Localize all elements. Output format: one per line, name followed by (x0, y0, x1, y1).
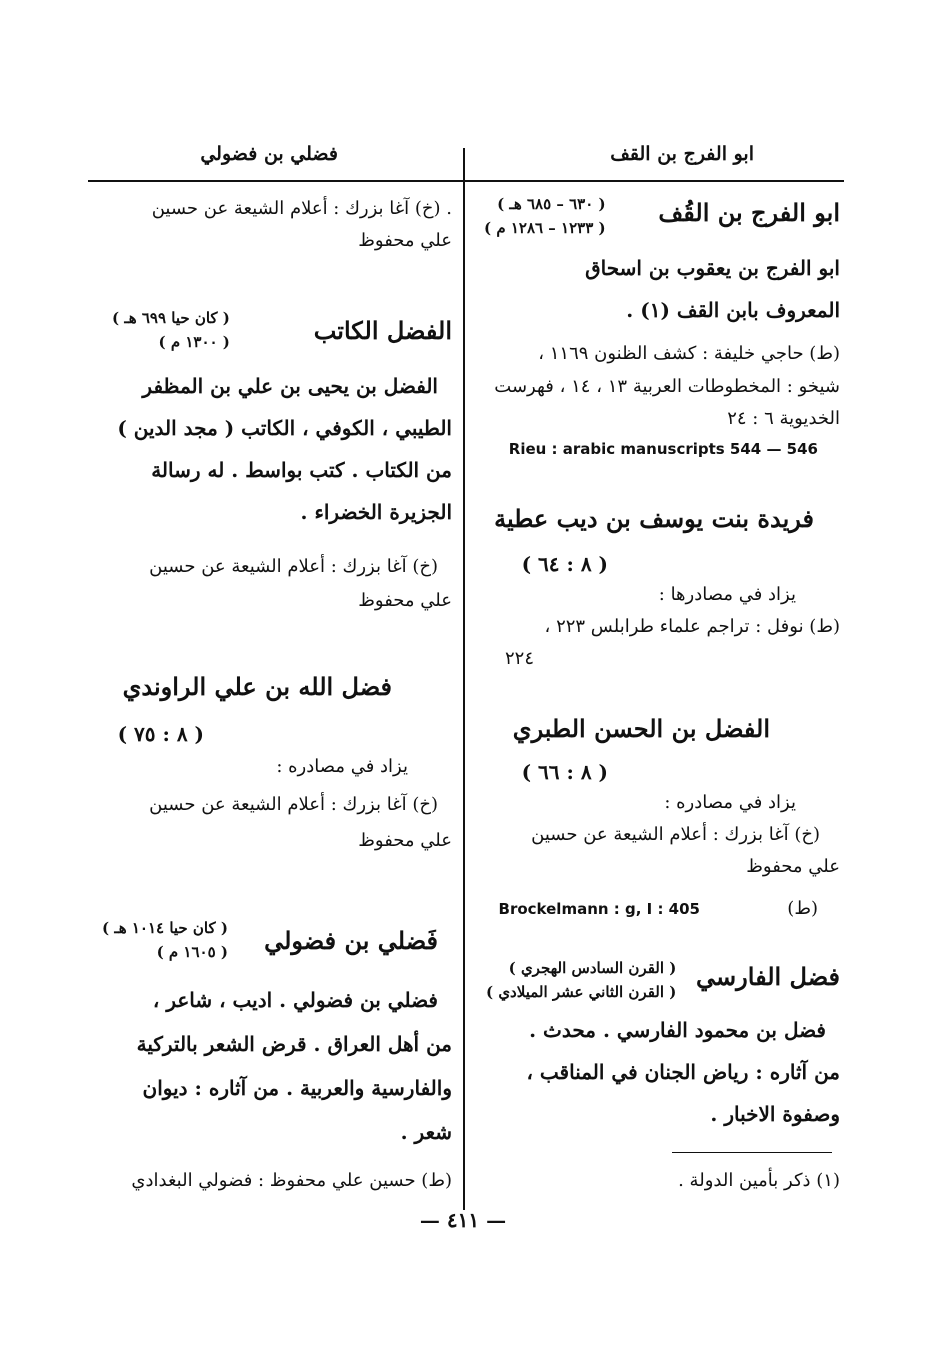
entry-body-line: من الكتاب . كتب بواسط . له رسالة (151, 458, 452, 482)
source-line: علي محفوظ (358, 830, 452, 851)
entry-title: فضل الله بن علي الراوندي (122, 672, 392, 701)
page-number: — ٤١١ — (419, 1208, 507, 1232)
century-hijri: ( القرن السادس الهجري ) (508, 959, 677, 977)
source-line: شيخو : المخطوطات العربية ١٣ ، ١٤ ، فهرست (494, 376, 840, 397)
entry-title: فَضلي بن فضولي (264, 926, 438, 955)
footnote: (١) ذكر بأمين الدولة . (678, 1170, 840, 1191)
entry-body-line: ابو الفرج بن يعقوب بن اسحاق (585, 256, 840, 280)
additions-label: يزاد في مصادره : (276, 756, 408, 777)
source-line: (ط) حسين علي محفوظ : فضولي البغدادي (131, 1170, 452, 1191)
entry-body-line: المعروف بابن القف (١) . (626, 298, 840, 322)
entry-body-line: من أهل العراق . قرض الشعر بالتركية (136, 1032, 452, 1056)
entry-dates (102, 916, 228, 964)
entry-body-line: فضل بن محمود الفارسي . محدث . (529, 1018, 826, 1042)
source-line: علي محفوظ (358, 230, 452, 251)
source-line: علي محفوظ (358, 590, 452, 611)
entry-dates (484, 192, 606, 240)
additions-label: يزاد في مصادرها : (658, 584, 796, 605)
header-rule (88, 180, 844, 182)
entry-body-line: الفضل بن يحيى بن علي بن المظفر (142, 374, 438, 398)
entry-title: الفضل الكاتب (313, 316, 452, 345)
volume-reference: ( ٨ : ٧٥ ) (117, 722, 204, 746)
source-line: (خ) آغا بزرك : أعلام الشيعة عن حسين (149, 556, 438, 577)
source-line: (خ) آغا بزرك : أعلام الشيعة عن حسين (531, 824, 820, 845)
entry-body-line: من آثاره : رياض الجنان في المناقب ، (526, 1060, 840, 1084)
source-line-latin: Rieu : arabic manuscripts 544 — 546 (508, 440, 818, 458)
column-divider (463, 148, 465, 1210)
volume-reference: ( ٨ : ٦٦ ) (521, 760, 608, 784)
dates-gregorian: ( ١٦٠٥ م ) (156, 943, 228, 961)
source-line: علي محفوظ (746, 856, 840, 877)
entry-body-line: فضلي بن فضولي . اديب ، شاعر ، (152, 988, 438, 1012)
century-gregorian: ( القرن الثاني عشر الميلادي ) (486, 983, 677, 1001)
source-line: (ط) نوفل : تراجم علماء طرابلس ٢٢٣ ، (544, 616, 840, 637)
entry-title: فضل الفارسي (696, 962, 840, 991)
entry-dates (112, 306, 230, 354)
source-line: . (خ) آغا بزرك : أعلام الشيعة عن حسين (151, 198, 452, 219)
entry-title: الفضل بن الحسن الطبري (512, 714, 770, 743)
dates-gregorian: ( ١٣٠٠ م ) (158, 333, 230, 351)
running-header-right: ابو الفرج بن القف (610, 143, 754, 165)
entry-century (486, 956, 676, 1004)
entry-body-line: الجزيرة الخضراء . (300, 500, 452, 524)
running-header-left: فضلي بن فضولي (200, 143, 338, 165)
entry-title: ابو الفرج بن القُف (658, 198, 840, 227)
dates-hijri: ( كان حيا ٦٩٩ هـ ) (112, 309, 230, 327)
source-line: (ط) حاجي خليفة : كشف الظنون ١١٦٩ ، (538, 343, 840, 364)
source-line: الخديوية ٦ : ٢٤ (727, 408, 840, 429)
dates-hijri: ( كان حيا ١٠١٤ هـ ) (102, 919, 228, 937)
source-line: ٢٢٤ (504, 648, 534, 669)
dates-gregorian: ( ١٢٣٣ – ١٢٨٦ م ) (484, 219, 606, 237)
additions-label: يزاد في مصادره : (664, 792, 796, 813)
footnote-rule (672, 1152, 832, 1153)
source-line-latin: Brockelmann : g, I : 405 (498, 900, 700, 918)
entry-body-line: الطيبي ، الكوفي ، الكاتب ( مجد الدين ) (117, 416, 452, 440)
entry-body-line: وصفوة الاخبار . (710, 1102, 840, 1126)
dates-hijri: ( ٦٣٠ – ٦٨٥ هـ ) (497, 195, 606, 213)
entry-title: فريدة بنت يوسف بن ديب عطية (494, 504, 814, 533)
source-mark: (ط) (787, 898, 818, 919)
volume-reference: ( ٨ : ٦٤ ) (521, 552, 608, 576)
entry-body-line: والفارسية والعربية . من آثاره : ديوان (142, 1076, 452, 1100)
entry-body-line: شعر . (400, 1120, 452, 1144)
source-line: (خ) آغا بزرك : أعلام الشيعة عن حسين (149, 794, 438, 815)
